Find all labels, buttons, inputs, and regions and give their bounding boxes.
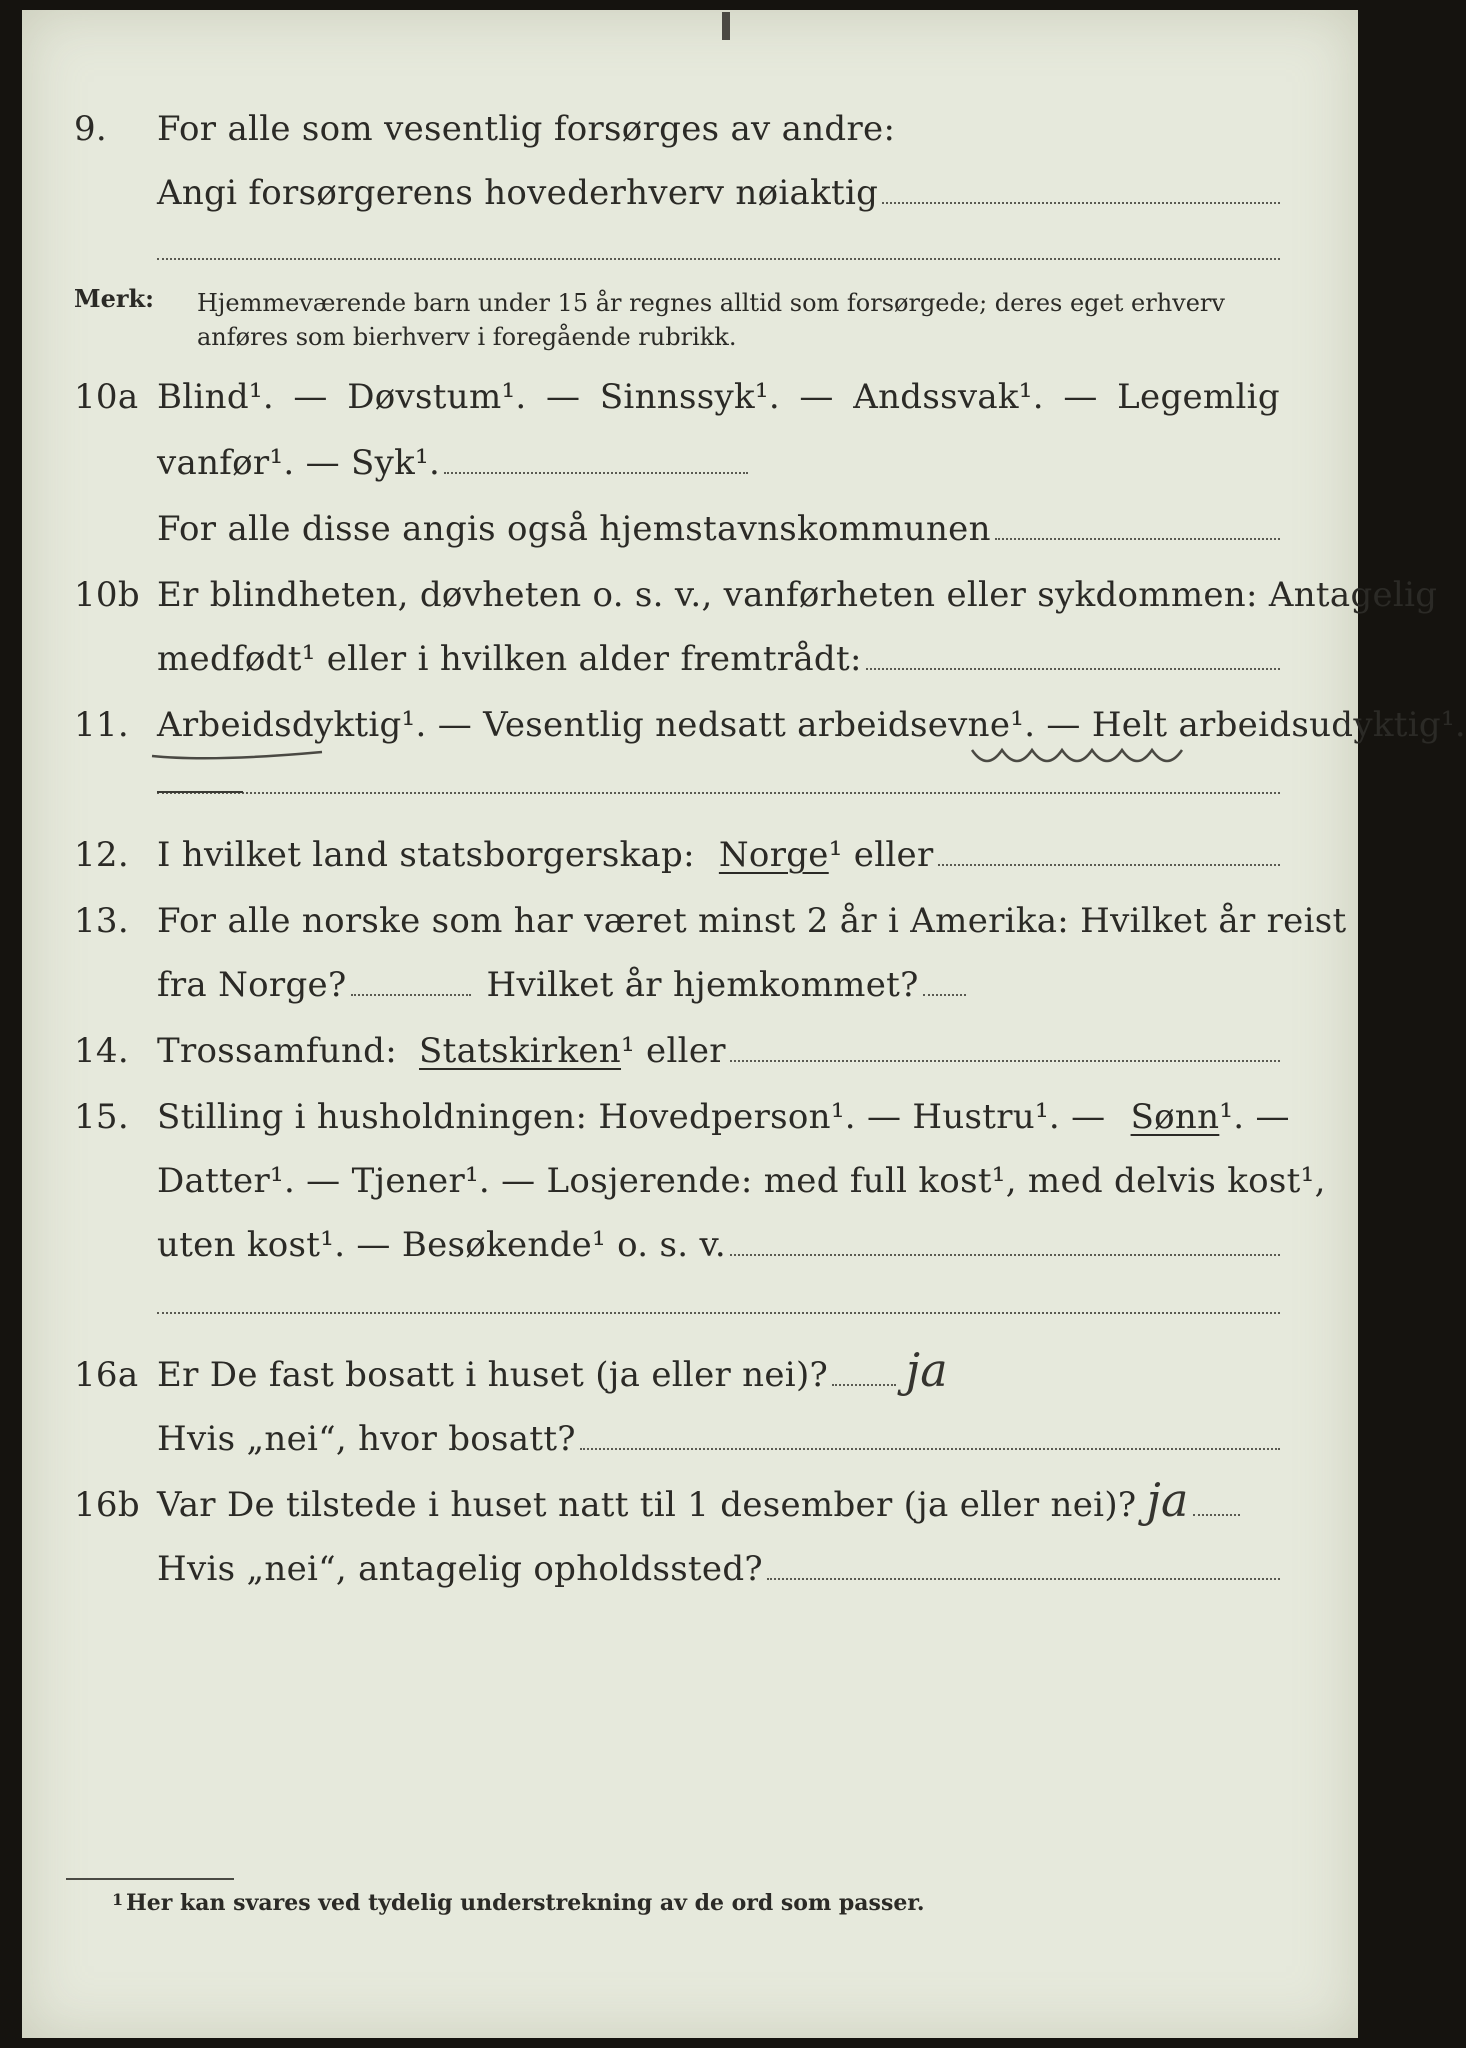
item-text: ¹. — — [1219, 1097, 1290, 1137]
item-text: Datter¹. — Tjener¹. — Losjerende: med full kost¹, med delvis kost¹, — [157, 1161, 1326, 1201]
selected-option-helt-arbeidsudyktig[interactable]: Helt arbeidsudyktig¹. — [1091, 705, 1466, 745]
handwritten-answer: ja — [905, 1343, 948, 1397]
answer-field[interactable] — [938, 840, 1280, 866]
item-text: ¹ eller — [621, 1031, 726, 1071]
item-text: vanfør¹. — Syk¹. — [157, 443, 441, 483]
item-number: 14. — [74, 1031, 129, 1071]
merk-label: Merk: — [74, 284, 154, 313]
answer-field[interactable] — [995, 514, 1280, 540]
handwritten-underline-marks — [152, 742, 1302, 782]
punch-mark — [722, 12, 730, 40]
selected-option-sonn[interactable]: Sønn — [1130, 1097, 1220, 1137]
item-text: Hvis „nei“, antagelig opholdssted? — [157, 1549, 763, 1589]
answer-line[interactable] — [157, 792, 1280, 794]
selected-option-statskirken[interactable]: Statskirken — [419, 1031, 622, 1071]
item-number: 9. — [74, 109, 108, 149]
answer-field[interactable] — [730, 1036, 1280, 1062]
option-legemlig[interactable]: Legemlig — [1117, 377, 1280, 417]
answer-field[interactable] — [444, 448, 748, 474]
footnote-mark: 1 — [112, 1890, 124, 1909]
option-andssvak[interactable]: Andssvak¹. — [853, 377, 1044, 417]
answer-field-year-returned[interactable] — [923, 970, 966, 996]
item-number: 15. — [74, 1097, 129, 1137]
footnote-rule — [66, 1878, 234, 1880]
answer-field-year-left[interactable] — [351, 970, 471, 996]
item-text: Trossamfund: — [157, 1031, 398, 1071]
answer-line[interactable] — [157, 1312, 1280, 1314]
answer-field[interactable] — [832, 1360, 896, 1386]
item-text: Angi forsørgerens hovederhverv nøiaktig — [157, 173, 879, 213]
item-text: Hvilket år hjemkommet? — [486, 965, 919, 1005]
item-number: 10a — [74, 377, 139, 417]
merk-line1: Hjemmeværende barn under 15 år regnes alltid som forsørgede; deres eget erhverv — [197, 289, 1225, 317]
answer-field[interactable] — [866, 644, 1280, 670]
option-sinnssyk[interactable]: Sinnssyk¹. — [599, 377, 780, 417]
answer-field[interactable] — [767, 1554, 1280, 1580]
item-text: Er blindheten, døvheten o. s. v., vanførheten eller sykdommen: Antagelig — [157, 575, 1438, 615]
form-page — [22, 10, 1466, 2038]
item-text: Arbeidsdyktig¹. — Vesentlig nedsatt arbeidsevne¹. — — [157, 705, 1092, 745]
option-blind[interactable]: Blind¹. — [157, 377, 274, 417]
item-text: Stilling i husholdningen: Hovedperson¹. — Hustru¹. — — [157, 1097, 1106, 1137]
answer-field[interactable] — [580, 1424, 1280, 1450]
item-number: 12. — [74, 835, 129, 875]
answer-field[interactable] — [882, 178, 1280, 204]
selected-option-norge[interactable]: Norge — [718, 835, 829, 875]
item-text: fra Norge? — [157, 965, 347, 1005]
dash: — — [799, 377, 834, 417]
item-text: Hvis „nei“, hvor bosatt? — [157, 1419, 576, 1459]
item-text: For alle norske som har været minst 2 år i Amerika: Hvilket år reist — [157, 901, 1347, 941]
item-text: uten kost¹. — Besøkende¹ o. s. v. — [157, 1225, 727, 1265]
item-number: 16a — [74, 1355, 139, 1395]
item-number: 10b — [74, 575, 140, 615]
item-text: ¹ eller — [828, 835, 934, 875]
item-text: I hvilket land statsborgerskap: — [157, 835, 695, 875]
item-text: For alle som vesentlig forsørges av andre: — [157, 109, 896, 149]
item-text: medfødt¹ eller i hvilken alder fremtrådt: — [157, 639, 862, 679]
handwritten-answer: ja — [1146, 1473, 1189, 1527]
answer-field[interactable] — [730, 1230, 1280, 1256]
item-number: 11. — [74, 705, 129, 745]
item-number: 13. — [74, 901, 129, 941]
item-text: For alle disse angis også hjemstavnskommunen — [157, 509, 991, 549]
answer-line[interactable] — [157, 258, 1280, 260]
merk-line2: anføres som bierhverv i foregående rubrikk. — [197, 323, 737, 351]
answer-field[interactable] — [1193, 1490, 1240, 1516]
item-10a-options — [157, 376, 1280, 418]
dash: — — [293, 377, 328, 417]
item-text: Var De tilstede i huset natt til 1 desember (ja eller nei)? — [157, 1485, 1137, 1525]
option-dovstum[interactable]: Døvstum¹. — [347, 377, 527, 417]
dash: — — [546, 377, 581, 417]
item-text: Er De fast bosatt i huset (ja eller nei)? — [157, 1355, 829, 1395]
footnote-text: Her kan svares ved tydelig understrekning av de ord som passer. — [126, 1890, 925, 1916]
dash: — — [1063, 377, 1098, 417]
item-number: 16b — [74, 1485, 140, 1525]
